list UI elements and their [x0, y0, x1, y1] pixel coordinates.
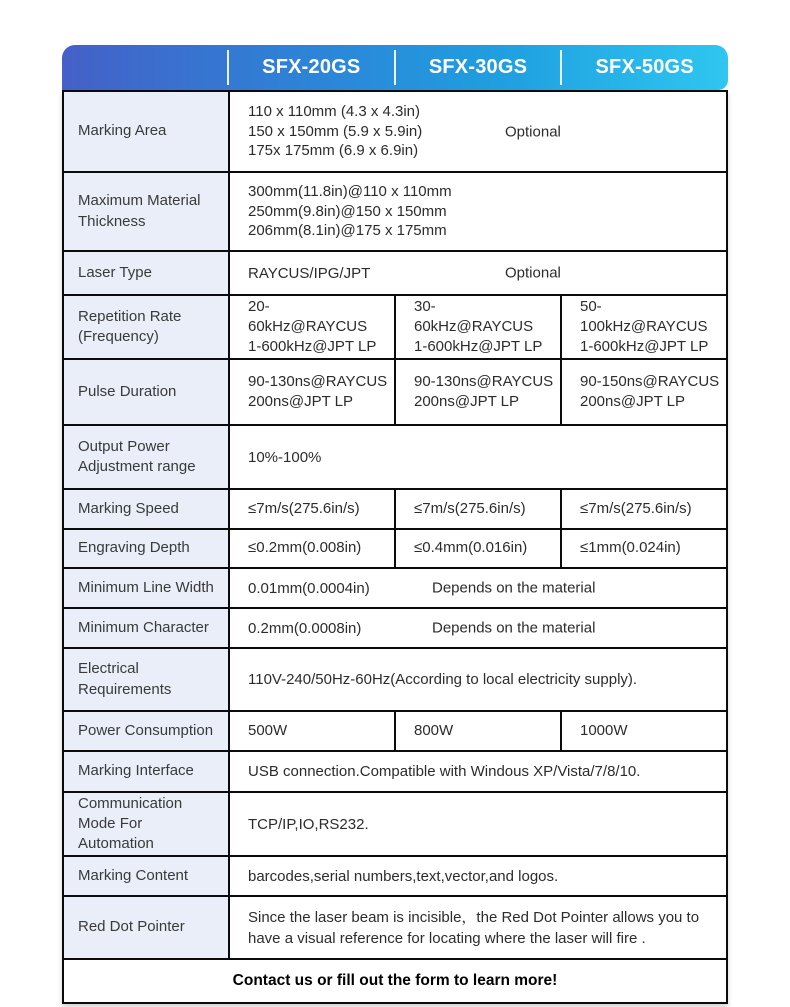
value-line: 200ns@JPT LP: [580, 393, 686, 410]
value-line: 1000W: [580, 721, 628, 739]
row-value: [230, 569, 726, 607]
row-label: [64, 649, 230, 710]
table-row-pulse-duration: [64, 360, 726, 426]
row-label: [64, 530, 230, 567]
depends-note: Depends on the material: [432, 619, 596, 637]
value-line: ≤7m/s(275.6in/s): [248, 499, 360, 517]
row-label: [64, 252, 230, 294]
table-row-electrical-requirements: [64, 649, 726, 712]
value-line: 110 x 110mm (4.3 x 4.3in): [248, 102, 421, 120]
table-row-engraving-depth: [64, 530, 726, 569]
value-line: 800W: [414, 721, 454, 739]
value-line: ≤1mm(0.024in): [580, 539, 681, 557]
depends-note: Depends on the material: [432, 579, 596, 597]
value-line: 20-60kHz@RAYCUS: [248, 297, 368, 335]
value-text: USB connection.Compatible with Windous XP/Vista/7/8/10.: [248, 763, 641, 780]
header-col-sfx-30gs: [395, 45, 562, 90]
header-spacer: [62, 45, 228, 90]
value-lines: [248, 182, 452, 241]
table-row-max-material-thickness: [64, 173, 726, 252]
row-value: [230, 793, 726, 855]
row-cells: [230, 712, 726, 750]
cell-sfx-30gs: [396, 490, 562, 528]
table-row-repetition-rate: [64, 296, 726, 360]
value-line: 90-150ns@RAYCUS: [580, 372, 720, 390]
cell-sfx-20gs: [230, 530, 396, 567]
spec-table: [62, 45, 728, 1004]
row-label-text: Minimum Character: [78, 618, 209, 636]
row-label-text: Power Consumption: [78, 721, 214, 739]
cell-sfx-30gs: [396, 296, 562, 358]
value-line: 500W: [248, 721, 288, 739]
row-label-text: Maximum Material Thickness: [78, 192, 201, 230]
table-row-min-character: [64, 609, 726, 649]
row-label-text: Pulse Duration: [78, 382, 177, 400]
row-label-text: Marking Area: [78, 122, 167, 140]
row-label-text: Communication Mode For Automation: [78, 794, 183, 853]
value-text: barcodes,serial numbers,text,vector,and logos.: [248, 867, 559, 885]
row-cells: [230, 530, 726, 567]
table-row-power-consumption: [64, 712, 726, 752]
optional-note: Optional: [505, 264, 561, 282]
value-text: TCP/IP,IO,RS232.: [248, 815, 369, 833]
value-text: 0.2mm(0.0008in): [248, 619, 362, 637]
row-label: [64, 296, 230, 358]
row-value: [230, 426, 726, 488]
row-value: [230, 897, 726, 958]
row-label-text: Marking Interface: [78, 762, 194, 780]
table-row-footer: [64, 960, 726, 1002]
cell-sfx-20gs: [230, 360, 396, 424]
table-row-marking-area: [64, 92, 726, 173]
row-value: [230, 752, 726, 791]
row-label-text: Red Dot Pointer: [78, 918, 185, 936]
value-line: ≤7m/s(275.6in/s): [580, 499, 692, 517]
optional-note: Optional: [505, 123, 561, 140]
row-cells: [230, 296, 726, 358]
row-label-text: Laser Type: [78, 263, 152, 281]
value-text: 110V-240/50Hz-60Hz(According to local electricity supply).: [248, 671, 638, 688]
row-label: [64, 173, 230, 250]
table-row-marking-speed: [64, 490, 726, 530]
row-label: [64, 569, 230, 607]
cell-sfx-50gs: [562, 360, 726, 424]
cell-sfx-50gs: [562, 296, 726, 358]
table-row-output-power: [64, 426, 726, 490]
row-label: [64, 793, 230, 855]
footer-note: Contact us or fill out the form to learn more!: [232, 972, 558, 989]
table-row-min-line-width: [64, 569, 726, 609]
header-label: SFX-50GS: [595, 56, 694, 78]
row-label: [64, 609, 230, 647]
value-line: 150 x 150mm (5.9 x 5.9in): [248, 122, 423, 140]
value-line: 200ns@JPT LP: [414, 393, 520, 410]
row-value: [230, 173, 726, 250]
value-line: ≤0.2mm(0.008in): [248, 539, 362, 557]
value-line: 30-60kHz@RAYCUS: [414, 297, 534, 335]
table-header: [62, 45, 728, 90]
row-label-text: Engraving Depth: [78, 539, 190, 557]
cell-sfx-20gs: [230, 296, 396, 358]
header-col-sfx-50gs: [561, 45, 728, 90]
row-cells: [230, 490, 726, 528]
value-line: 1-600kHz@JPT LP: [248, 338, 377, 356]
row-label-text: Minimum Line Width: [78, 578, 214, 596]
value-line: 200ns@JPT LP: [248, 393, 354, 410]
value-text: Since the laser beam is incisible，the Red Dot Pointer allows you to have a visual reference for locating where the laser will fire .: [248, 908, 700, 947]
row-label: [64, 360, 230, 424]
row-label: [64, 752, 230, 791]
table-row-laser-type: [64, 252, 726, 296]
row-label: [64, 712, 230, 750]
row-value: [230, 92, 726, 171]
value-line: 90-130ns@RAYCUS: [248, 372, 388, 390]
header-col-sfx-20gs: [228, 45, 395, 90]
row-label: [64, 857, 230, 895]
cell-sfx-50gs: [562, 530, 726, 567]
row-value: [230, 252, 726, 294]
cell-sfx-50gs: [562, 712, 726, 750]
row-value: [230, 609, 726, 647]
value-lines: [248, 102, 422, 161]
value-line: 1-600kHz@JPT LP: [580, 338, 709, 356]
table-row-marking-content: [64, 857, 726, 897]
value-line: ≤0.4mm(0.016in): [414, 539, 528, 557]
cell-sfx-30gs: [396, 712, 562, 750]
table-row-marking-interface: [64, 752, 726, 793]
value-line: 250mm(9.8in)@150 x 150mm: [248, 202, 447, 220]
header-label: SFX-20GS: [262, 56, 361, 78]
value-line: ≤7m/s(275.6in/s): [414, 499, 526, 517]
cell-sfx-50gs: [562, 490, 726, 528]
row-label: [64, 92, 230, 171]
value-text: 10%-100%: [248, 448, 322, 466]
spec-table-body: [62, 90, 728, 1004]
cell-sfx-30gs: [396, 360, 562, 424]
row-label: [64, 426, 230, 488]
value-line: 206mm(8.1in)@175 x 175mm: [248, 222, 447, 240]
value-line: 50-100kHz@RAYCUS: [580, 297, 708, 335]
table-row-red-dot-pointer: [64, 897, 726, 960]
value-line: 300mm(11.8in)@110 x 110mm: [248, 182, 452, 200]
row-label-text: Marking Speed: [78, 499, 179, 517]
cell-sfx-30gs: [396, 530, 562, 567]
cell-sfx-20gs: [230, 712, 396, 750]
row-label-text: Repetition Rate (Frequency): [78, 307, 182, 345]
value-line: 175x 175mm (6.9 x 6.9in): [248, 142, 419, 160]
value-text: 0.01mm(0.0004in): [248, 579, 370, 597]
row-label: [64, 490, 230, 528]
value-text: RAYCUS/IPG/JPT: [248, 264, 371, 282]
value-line: 90-130ns@RAYCUS: [414, 372, 554, 390]
value-line: 1-600kHz@JPT LP: [414, 338, 543, 356]
row-label: [64, 897, 230, 958]
row-label-text: Output Power Adjustment range: [78, 437, 196, 475]
row-value: [230, 649, 726, 710]
row-label-text: Electrical Requirements: [78, 660, 172, 698]
row-label-text: Marking Content: [78, 866, 189, 884]
row-value: [230, 857, 726, 895]
table-row-communication-mode: [64, 793, 726, 857]
row-cells: [230, 360, 726, 424]
cell-sfx-20gs: [230, 490, 396, 528]
header-label: SFX-30GS: [428, 56, 528, 78]
